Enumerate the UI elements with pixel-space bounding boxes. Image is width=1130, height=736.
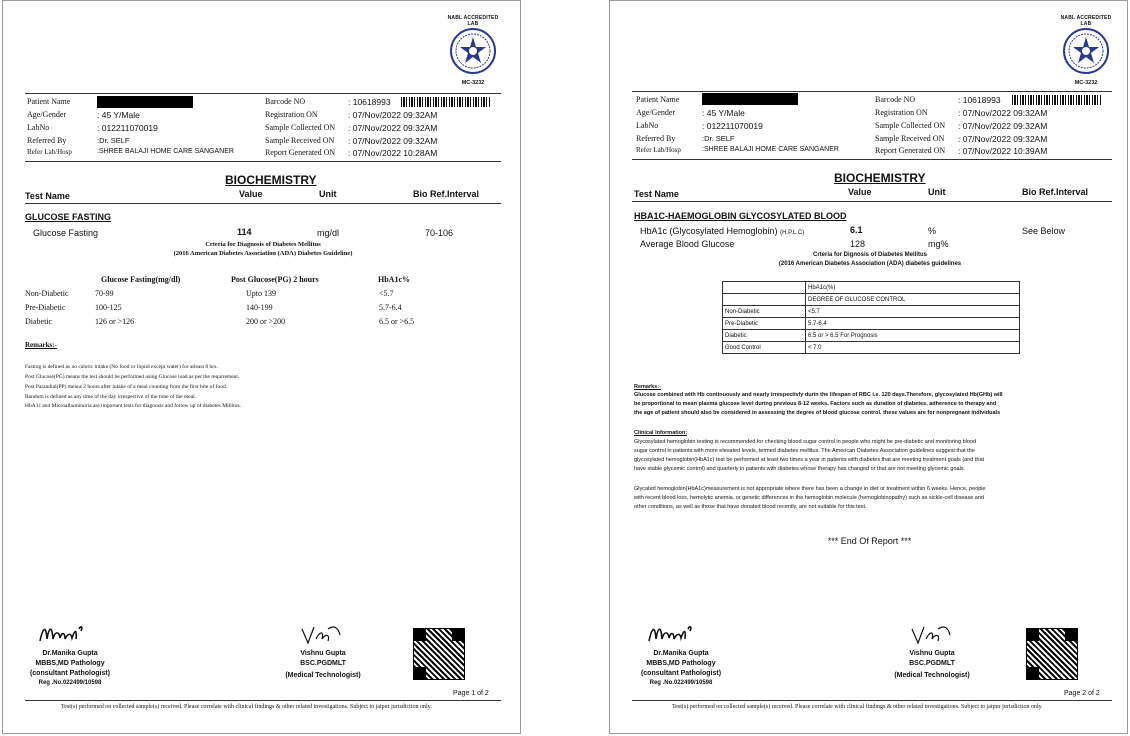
test-value: 128 — [850, 239, 866, 249]
report-page-1 — [2, 0, 521, 734]
footer-rule — [632, 700, 1112, 701]
clinical-title: Clinical Information: — [634, 430, 688, 436]
report-generated-on-value: : 07/Nov/2022 10:39AM — [958, 146, 1048, 156]
technologist-signature-icon — [298, 621, 344, 647]
test-value: 114 — [237, 227, 252, 237]
label-age-gender: Age/Gender — [27, 110, 67, 119]
column-rule — [25, 203, 501, 204]
referred-by-value: :Dr. SELF — [97, 136, 130, 145]
age-gender-value: : 45 Y/Male — [97, 110, 140, 120]
table-cell — [723, 294, 806, 306]
clinical-line: have stable glycemic control) and quarterly in patients with diabetes whose therapy has changed or that are not meeting glycemic goals. — [634, 466, 966, 472]
criteria-row-fasting: 70-99 — [95, 289, 114, 298]
header-bottom-rule — [632, 159, 1112, 160]
col-value: Value — [239, 189, 263, 199]
registration-on-value: : 07/Nov/2022 09:32AM — [348, 110, 438, 120]
label-age-gender: Age/Gender — [636, 108, 676, 117]
clinical-line: with recent blood loss, hemolytic anemia, or genetic differences in the hemoglobin molecule (hemoglobinopathy) such as sickle-cell disease and — [634, 495, 984, 501]
remark-line: be proportional to mean plasma glucose level during previous 8-12 weeks. Factors such as duration of diabetes, adherence to therapy and — [634, 401, 997, 407]
test-range: 70-106 — [425, 228, 454, 238]
remark-line: Glucose combined with Hb continuously and nearly irrespectivly durin the lifespan of RBC i.e. 120 days.Therefore, glycosylated Hb(GHb) will — [634, 392, 1003, 398]
label-report-generated-on: Report Generated ON — [265, 148, 336, 157]
doctor-name: Dr.Manika Gupta — [653, 650, 709, 657]
clinical-line: sugar control in patients with more elevated levels, termed diabetes mellitus. The American Diabetes Association guidelines suggest that the — [634, 448, 975, 454]
sample-received-on-value: : 07/Nov/2022 09:32AM — [958, 134, 1048, 144]
label-labno: LabNo — [27, 123, 50, 132]
technologist-name: Vishnu Gupta — [909, 650, 955, 657]
header-top-rule — [632, 91, 1112, 92]
criteria-row-label: Pre-Diabetic — [25, 303, 66, 312]
label-registration-on: Registration ON — [875, 108, 928, 117]
table-cell — [723, 282, 806, 294]
remark-line: Random is defined as any time of the day irrespective of the time of the meal. — [25, 394, 197, 400]
test-unit: % — [928, 226, 937, 236]
criteria-row-hba1c: 5.7-6.4 — [379, 303, 402, 312]
sample-received-on-value: : 07/Nov/2022 09:32AM — [348, 136, 438, 146]
nabl-logo-icon — [1062, 27, 1110, 75]
label-sample-received-on: Sample Received ON — [265, 136, 335, 145]
nabl-logo-icon — [449, 27, 497, 75]
technologist-qualification: BSC.PGDMLT — [909, 660, 955, 667]
criteria-line-1: Crteria for Dignosis of Diabetes Mellitus — [812, 252, 928, 258]
label-sample-collected-on: Sample Collected ON — [265, 123, 336, 132]
sample-collected-on-value: : 07/Nov/2022 09:32AM — [958, 121, 1048, 131]
criteria-row-fasting: 100-125 — [95, 303, 122, 312]
col-value: Value — [848, 187, 872, 197]
label-patient-name: Patient Name — [27, 97, 71, 106]
criteria-line-2: (2016 American Diabetes Association (ADA) Diabetes Guideline) — [173, 250, 353, 257]
test-label: Glucose Fasting — [33, 228, 99, 238]
doctor-signature-icon — [37, 621, 97, 647]
criteria-row-pg: Upto 139 — [246, 289, 276, 298]
criteria-row-label: Diabetic — [25, 317, 53, 326]
doctor-qualification: MBBS,MD Pathology — [35, 660, 105, 667]
technologist-name: Vishnu Gupta — [300, 650, 346, 657]
age-gender-value: : 45 Y/Male — [702, 108, 745, 118]
label-labno: LabNo — [636, 121, 659, 130]
criteria-row-fasting: 126 or >126 — [95, 317, 135, 326]
nabl-code: MC-3232 — [461, 80, 485, 86]
header-top-rule — [25, 93, 501, 94]
table-row-label: Pre-Diabetic — [723, 318, 806, 330]
section-title: BIOCHEMISTRY — [834, 171, 926, 185]
table-row-value: 5.7-6.4 — [806, 318, 1020, 330]
test-group-title: HBA1C-HAEMOGLOBIN GLYCOSYLATED BLOOD — [634, 211, 847, 221]
remark-line: Post Parandial(PP) means 2 hours after intake of a meal counting from the first bite of food. — [25, 384, 228, 390]
label-sample-collected-on: Sample Collected ON — [875, 121, 946, 130]
label-sample-received-on: Sample Received ON — [875, 134, 945, 143]
criteria-header-pg: Post Glucose(PG) 2 hours — [231, 275, 319, 284]
doctor-signature-icon — [646, 621, 706, 647]
nabl-seal — [1056, 15, 1116, 87]
criteria-header-hba1c: HbA1c% — [378, 275, 410, 284]
table-header-hba1c: HbA1c(%) — [806, 282, 1020, 294]
label-barcode-no: Barcode NO — [265, 97, 306, 106]
registration-on-value: : 07/Nov/2022 09:32AM — [958, 108, 1048, 118]
test-range: See Below — [1022, 226, 1066, 236]
referred-by-value: :Dr. SELF — [702, 134, 735, 143]
label-referred-by: Referred By — [27, 136, 67, 145]
label-barcode-no: Barcode NO — [875, 95, 916, 104]
col-bio-ref: Bio Ref.Interval — [413, 189, 480, 199]
col-unit: Unit — [928, 187, 946, 197]
test-unit: mg/dl — [317, 228, 340, 238]
test-label-suffix: (H.P.L.C) — [780, 230, 805, 236]
doctor-reg: Reg .No.022499/10598 — [38, 680, 102, 686]
criteria-line-1: Crteria for Diagnosis of Diabetes Mellitus — [205, 241, 321, 248]
qr-code — [413, 628, 465, 680]
table-row-label: Good Control — [723, 342, 806, 354]
technologist-role: (Medical Technologist) — [285, 672, 361, 679]
remarks-title: Remarks:- — [634, 384, 661, 390]
clinical-line: other conditions, as well as those that have donated blood recently, are not suitable for this test. — [634, 504, 867, 510]
technologist-role: (Medical Technologist) — [894, 672, 970, 679]
table-row-value: < 7.0 — [806, 342, 1020, 354]
remark-line: Fasting is defined as no caloric intake (No food or liquid except water) for atleast 8 hrs. — [25, 364, 218, 370]
col-bio-ref: Bio Ref.Interval — [1022, 187, 1089, 197]
label-refer-lab: Refer Lab/Hosp — [636, 146, 681, 154]
footer-text: Test(s) performed on collected sample(s) received. Please correlate with clinical findings & other related investigations. Subject to jaipur jurisdiction only. — [61, 704, 432, 710]
barcode — [401, 97, 491, 107]
labno-value: : 012211070019 — [97, 123, 158, 133]
criteria-header-fasting: Glucose Fasting(mg/dl) — [101, 275, 181, 284]
criteria-row-hba1c: 6.5 or >6.5 — [379, 317, 415, 326]
criteria-row-pg: 140-199 — [246, 303, 273, 312]
clinical-line: glycosylated hemoglobin(HbA1c) test be performed at least two times a year in patients with diabetes that are meeting treatment goals (and that — [634, 457, 985, 463]
sample-collected-on-value: : 07/Nov/2022 09:32AM — [348, 123, 438, 133]
label-registration-on: Registration ON — [265, 110, 318, 119]
doctor-role: (consultant Pathologist) — [640, 670, 722, 677]
refer-lab-value: :SHREE BALAJI HOME CARE SANGANER — [702, 146, 839, 153]
refer-lab-value: :SHREE BALAJI HOME CARE SANGANER — [97, 148, 234, 155]
nabl-seal-text: NABL ACCREDITED LAB — [447, 15, 499, 27]
test-label — [640, 226, 804, 236]
barcode-no-value: : 10618993 — [348, 97, 391, 107]
nabl-seal — [443, 15, 503, 87]
label-referred-by: Referred By — [636, 134, 676, 143]
section-title: BIOCHEMISTRY — [225, 173, 317, 187]
clinical-line: Glycosylated hemoglobin testing is recommended for checking blood sugar control in people who might be pre-diabetic and monitoring blood — [634, 439, 977, 445]
table-header-degree: DEGREE OF GLUCOSE CONTROL — [806, 294, 1020, 306]
col-test-name: Test Name — [25, 191, 70, 201]
footer-text: Test(s) performed on collected sample(s) received. Please correlate with clinical findings & other related investigations. Subject to jaipur jurisdiction only. — [672, 704, 1043, 710]
label-report-generated-on: Report Generated ON — [875, 146, 946, 155]
labno-value: : 012211070019 — [702, 121, 763, 131]
test-unit: mg% — [928, 239, 949, 249]
col-unit: Unit — [319, 189, 337, 199]
doctor-name: Dr.Manika Gupta — [42, 650, 98, 657]
table-row-label: Non-Diabetic — [723, 306, 806, 318]
doctor-qualification: MBBS,MD Pathology — [646, 660, 716, 667]
end-of-report: *** End Of Report *** — [827, 536, 912, 546]
remark-line: Post Glucose(PG) means the test should be performed using Glucose load as per the requirement. — [25, 374, 240, 380]
column-rule — [632, 201, 1112, 202]
remark-line: the age of patient should also be considered in assessing the degree of blood glucose control. these values are for nonpregnant individuals — [634, 410, 1001, 416]
test-label: Average Blood Glucose — [640, 239, 735, 249]
patient-name-redacted — [702, 93, 798, 105]
glucose-control-table — [722, 281, 1020, 354]
header-bottom-rule — [25, 161, 501, 162]
footer-rule — [25, 700, 501, 701]
table-row-label: Diabetic — [723, 330, 806, 342]
page-number: Page 1 of 2 — [453, 690, 489, 697]
technologist-signature-icon — [908, 621, 954, 647]
doctor-reg: Reg .No.022499/10598 — [649, 680, 713, 686]
qr-code — [1026, 628, 1078, 680]
remarks-title: Remarks:- — [25, 341, 57, 349]
barcode — [1012, 95, 1102, 105]
clinical-line: Glycated hemoglobin(HbA1c)measurement is not appropriate where there has been a change in diet or treatment within 6 weeks. Hence, people — [634, 486, 986, 492]
criteria-line-2: (2016 American Diabetes Association (ADA) diabetes guidelines — [778, 261, 962, 267]
report-page-2 — [609, 0, 1128, 734]
test-value: 6.1 — [850, 225, 863, 235]
nabl-seal-text: NABL ACCREDITED LAB — [1060, 15, 1112, 27]
criteria-row-label: Non-Diabetic — [25, 289, 69, 298]
criteria-row-hba1c: <5.7 — [379, 289, 394, 298]
remark-line: HbA1c and Microalbuminuria are important tests for diagnosis and follow up of diabetes Millitus. — [25, 403, 241, 409]
patient-name-redacted — [97, 96, 193, 108]
nabl-code: MC-3232 — [1074, 80, 1098, 86]
test-label-text: HbA1c (Glycosylated Hemoglobin) — [640, 226, 778, 236]
technologist-qualification: BSC.PGDMLT — [300, 660, 346, 667]
barcode-no-value: : 10618993 — [958, 95, 1001, 105]
criteria-row-pg: 200 or >200 — [246, 317, 286, 326]
label-refer-lab: Refer Lab/Hosp — [27, 148, 72, 156]
page-number: Page 2 of 2 — [1064, 690, 1100, 697]
col-test-name: Test Name — [634, 189, 679, 199]
table-row-value: 6.5 or > 6.5 For Prognosis — [806, 330, 1020, 342]
report-generated-on-value: : 07/Nov/2022 10:28AM — [348, 148, 438, 158]
label-patient-name: Patient Name — [636, 95, 680, 104]
test-group-title: GLUCOSE FASTING — [25, 212, 112, 222]
table-row-value: <5.7 — [806, 306, 1020, 318]
doctor-role: (consultant Pathologist) — [29, 670, 111, 677]
